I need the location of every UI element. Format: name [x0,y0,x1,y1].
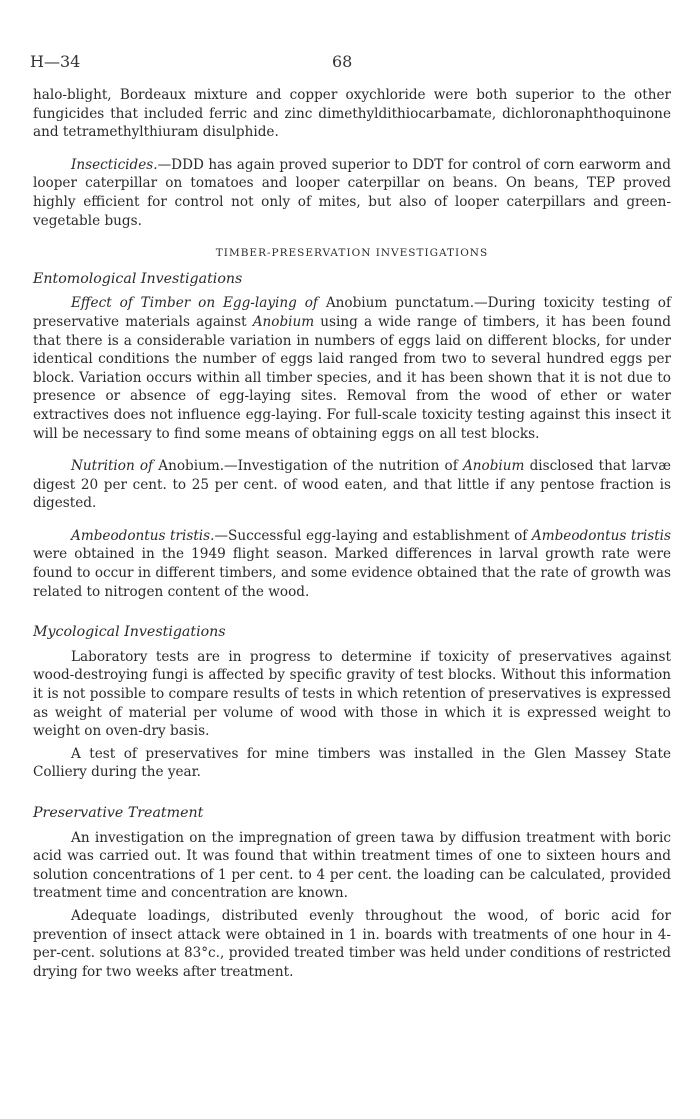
insecticides-text: —DDD has again proved superior to DDT for control of corn earworm and looper caterpillar on tomatoes and looper caterpillar on beans. On beans, TEP proved highly efficient for control not only of mites, but also of looper caterpillars and green-vegetable bugs. [33,156,671,229]
nutrition-text-a: —Investigation of the nutrition of [224,458,463,475]
egg-laying-text-b: using a wide range of timbers, it has been found that there is a considerable variation in numbers of eggs laid on different blocks, for under identical conditions the number of eggs laid ranged from two to several hundred eggs per block. Variation occurs within all timber species, and it has been shown that it is not due to presence or absence of egg-laying sites. Removal from the wood of ether or water extractives does not influence egg-laying. For full-scale toxicity testing against this insect it will be necessary to find some means of obtaining eggs on all test blocks. [33,313,671,442]
paragraph-mine-timbers: A test of preservatives for mine timbers was installed in the Glen Massey State Colliery during the year. [33,745,671,781]
insecticides-lead: Insecticides. [71,156,158,173]
paragraph-nutrition [33,457,671,513]
nutrition-lead: Nutrition of [71,458,154,475]
paragraph-boric-acid-loadings: Adequate loadings, distributed evenly throughout the wood, of boric acid for prevention of insect attack were obtained in 1 in. boards with treatments of one hour in 4-per-cent. solutions at 83°c., provided treated timber was held under conditions of restricted drying for two weeks after treatment. [33,907,671,980]
mycological-heading: Mycological Investigations [33,624,226,641]
ambeodontus-lead: Ambeodontus tristis. [71,527,215,544]
paragraph-insecticides [33,156,671,230]
ambeodontus-text-b: were obtained in the 1949 flight season. Marked differences in larval growth rate were found to occur in different timbers, and some evidence obtained that the rate of growth was related to nitrogen content of the wood. [33,546,671,600]
egg-laying-lead-species: Anobium punctatum. [317,295,475,312]
egg-laying-text-a: —During toxicity testing of preservative materials against [33,295,672,330]
paragraph-egg-laying [33,294,671,443]
page-header-reference: H—34 [30,52,81,71]
paragraph-laboratory-tests: Laboratory tests are in progress to determine if toxicity of preservatives against wood-destroying fungi is affected by specific gravity of test blocks. Without this information it is not possible to compare results of tests in which retention of preservatives is expressed as weight of material per volume of wood with those in which it is expressed weight to weight on oven-dry basis. [33,648,671,740]
nutrition-lead-genus: Anobium. [153,458,225,475]
paragraph-halo-blight: halo-blight, Bordeaux mixture and copper oxychloride were both superior to the other fungicides that included ferric and zinc dimethyldithiocarbamate, dichloronaphthoquinone and tetramethylthiuram disulphide. [33,87,671,141]
egg-laying-lead: Effect of Timber on Egg-laying of [71,295,318,312]
ambeodontus-species: Ambeodontus tristis [531,527,671,544]
page-body [33,86,671,995]
entomological-heading: Entomological Investigations [33,270,243,287]
ambeodontus-text-a: —Successful egg-laying and establishment of [214,527,532,544]
paragraph-tawa-impregnation: An investigation on the impregnation of green tawa by diffusion treatment with boric acid was carried out. It was found that within treatment times of one to sixteen hours and solution concentrations of 1 per cent. to 4 per cent. the loading can be calculated, provided treatment time and concentration are known. [33,829,671,902]
nutrition-text-b: disclosed that larvæ digest 20 per cent. to 25 per cent. of wood eaten, and that little if any pentose fraction is digested. [33,458,672,512]
section-title: TIMBER-PRESERVATION INVESTIGATIONS [215,247,489,260]
page-number: 68 [332,52,353,71]
preservative-heading: Preservative Treatment [33,805,204,821]
paragraph-ambeodontus [33,527,671,601]
nutrition-genus: Anobium [462,458,525,475]
egg-laying-genus: Anobium [252,313,315,330]
